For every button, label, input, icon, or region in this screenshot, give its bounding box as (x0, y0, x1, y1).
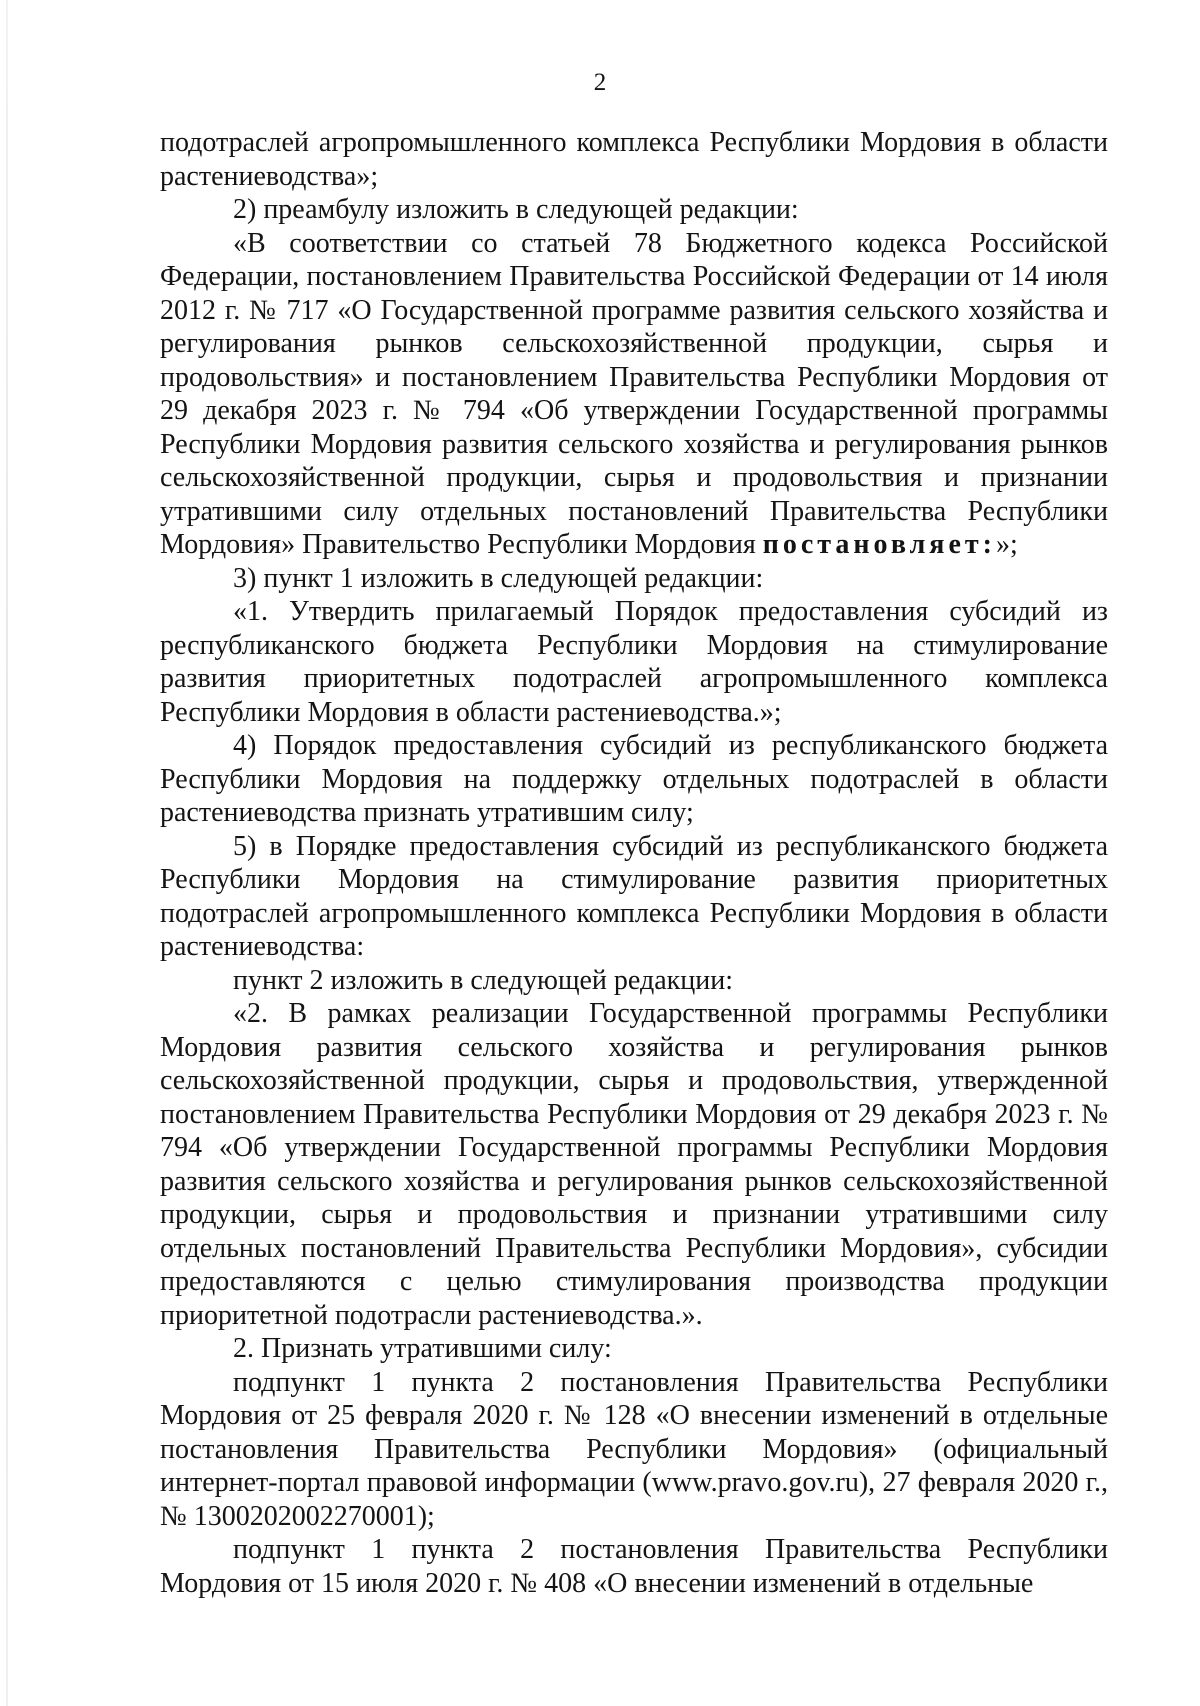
paragraph-4: 3) пункт 1 изложить в следующей редакции: (233, 562, 764, 594)
paragraph-2: 2) преамбулу изложить в следующей редакции: (233, 194, 799, 225)
paragraph-6: 4) Порядок предоставления субсидий из республиканского бюджета Республики Мордовия на поддержку отдельных подотраслей в области растениеводства признать утратившим силу; (160, 730, 1108, 828)
scan-edge-shadow (6, 0, 8, 1706)
paragraph-9: «2. В рамках реализации Государственной программы Республики Мордовия развития сельского хозяйства и регулирования рынков сельскохозяйственной продукции, сырья и продовольствия, утвержденной постановлением Правительства Республики Мордовия от 29 декабря 2023 г. № 794 «Об утверждении Государственной программы Республики Мордовия развития сельского хозяйства и регулирования рынков сельскохозяйственной продукции, сырья и продовольствия и признании утратившими силу отдельных постановлений Правительства Республики Мордовия», субсидии предоставляются с целью стимулирования производства продукции приоритетной подотрасли растениеводства.». (160, 998, 1108, 1331)
paragraph-11: подпункт 1 пункта 2 постановления Правительства Республики Мордовия от 25 февраля 2020 г. № 128 «О внесении изменений в отдельные постановления Правительства Республики Мордовия» (официальный интернет-портал правовой информации (www.pravo.gov.ru), 27 февраля 2020 г., № 1300202002270001); (160, 1366, 1108, 1532)
paragraph-3-preamble: «В соответствии со статьей 78 Бюджетного кодекса Российской Федерации, постановлением Правительства Российской Федерации от 14 июля 2012 г. № 717 «О Государственной программе развития сельского хозяйства и регулирования рынков сельскохозяйственной продукции, сырья и продовольствия» и постановлением Правительства Республики Мордовия от 29 декабря 2023 г. № 794 «Об утверждении Государственной программы Республики Мордовия развития сельского хозяйства и регулирования рынков сельскохозяйственной продукции, сырья и продовольствия и признании утратившими силу отдельных постановлений Правительства Республики Мордовия» Правительство Республики Мордовия постановляет:»; (160, 227, 1108, 560)
paragraph-1: подотраслей агропромышленного комплекса Республики Мордовия в области растениеводства»; (160, 127, 1108, 192)
paragraph-5: «1. Утвердить прилагаемый Порядок предоставления субсидий из республиканского бюджета Республики Мордовия на стимулирование развития приоритетных подотраслей агропромышленного комплекса Республики Мордовия в области растениеводства.»; (160, 596, 1108, 728)
paragraph-7: 5) в Порядке предоставления субсидий из республиканского бюджета Республики Мордовия на стимулирование развития приоритетных подотраслей агропромышленного комплекса Республики Мордовия в области растениеводства: (160, 830, 1108, 962)
paragraph-10: 2. Признать утратившими силу: (233, 1333, 612, 1364)
paragraph-8: пункт 2 изложить в следующей редакции: (233, 964, 733, 996)
document-body (160, 126, 1108, 1600)
resolves-bold-word: постановляет: (762, 529, 996, 560)
paragraph-12: подпункт 1 пункта 2 постановления Правительства Республики Мордовия от 15 июля 2020 г. № 408 «О внесении изменений в отдельные (160, 1534, 1108, 1599)
page-number: 2 (593, 69, 607, 96)
